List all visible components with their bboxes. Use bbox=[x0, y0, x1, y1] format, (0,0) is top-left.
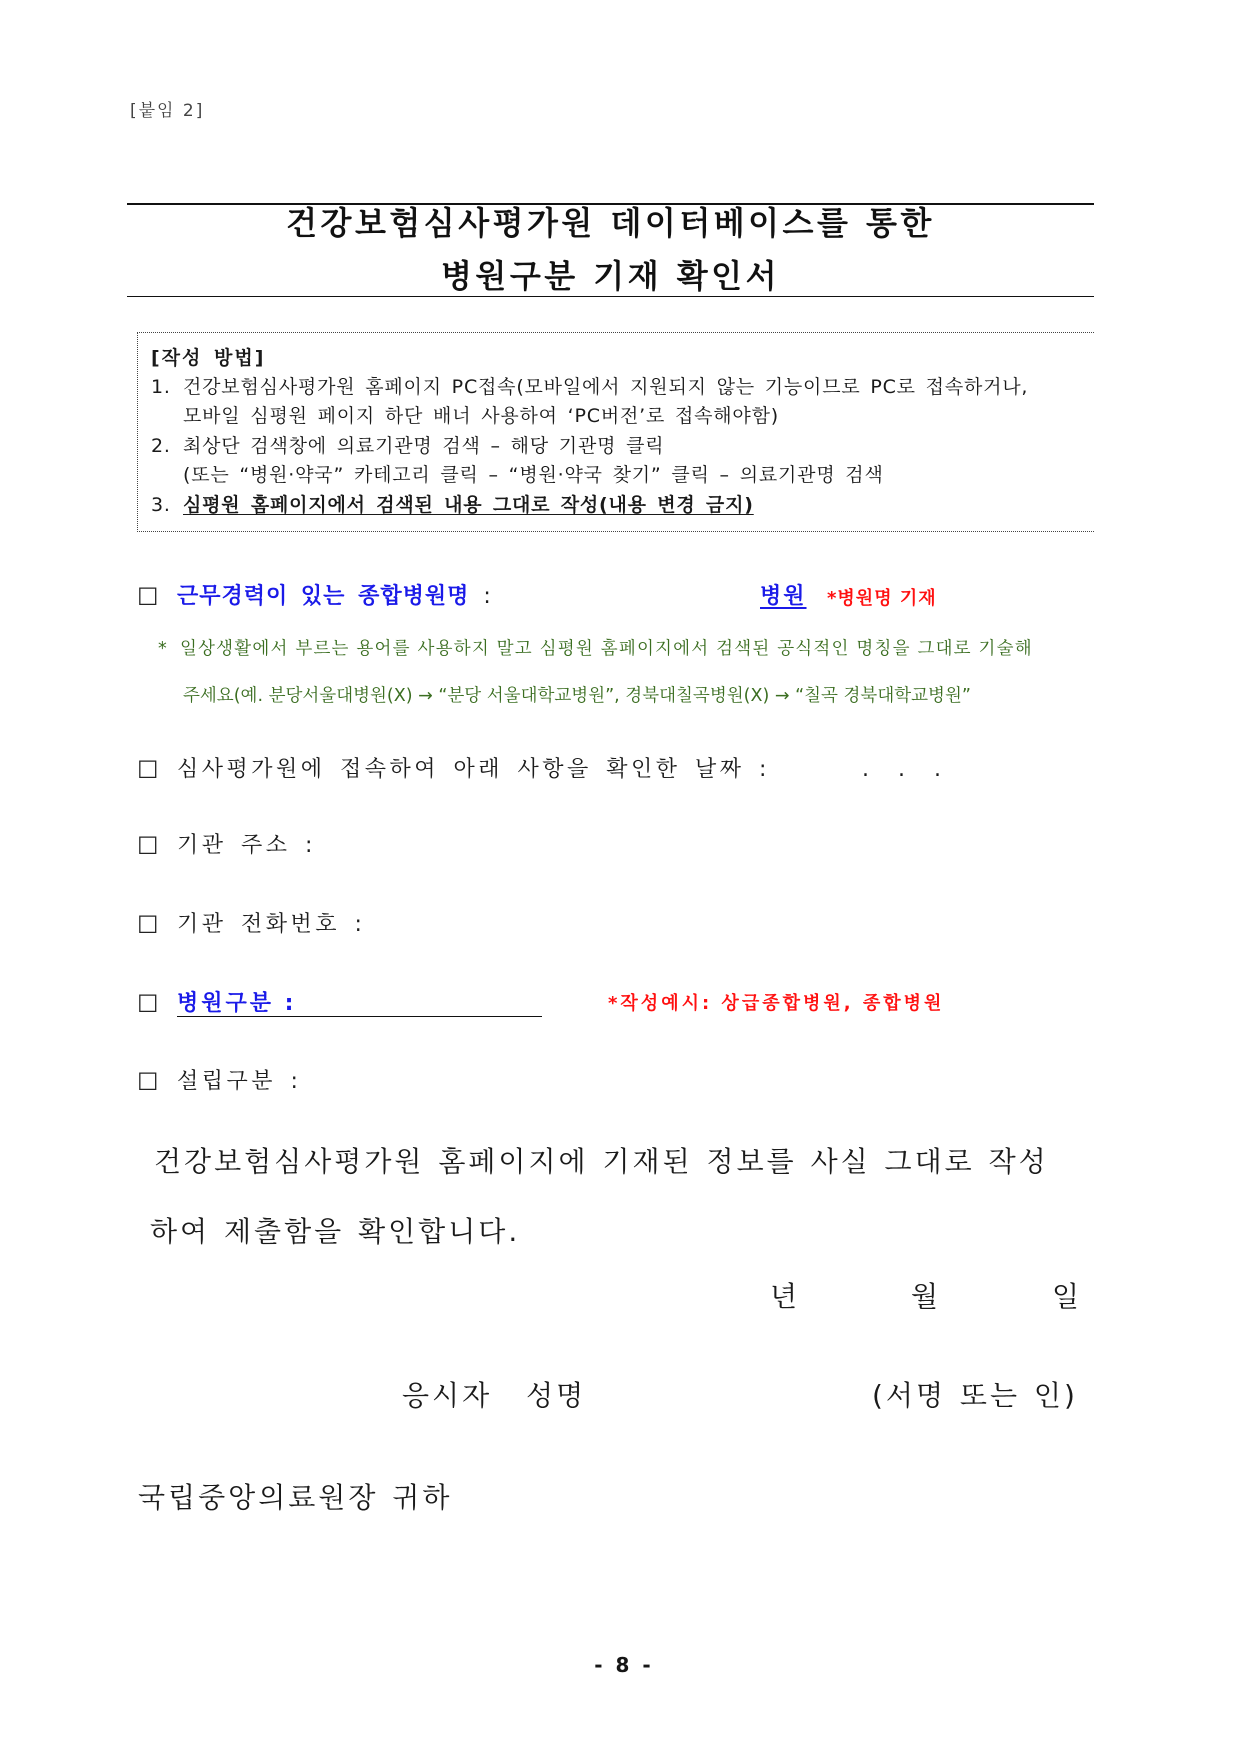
checkbox-establishment-type: ☐ bbox=[137, 1068, 159, 1096]
hospital-name-row bbox=[177, 586, 492, 608]
check-date-label: 심사평가원에 접속하여 아래 사항을 확인한 날짜 : bbox=[177, 757, 770, 782]
document-title-line-1: 건강보험심사평가원 데이터베이스를 통한 bbox=[286, 204, 935, 242]
signature-mark: (서명 또는 인) bbox=[872, 1379, 1078, 1412]
instruction-1-line-1: 건강보험심사평가원 홈페이지 PC접속(모바일에서 지원되지 않는 기능이므로 PC로 접속하거나, bbox=[183, 376, 1029, 398]
address-label: 기관 주소 : bbox=[177, 833, 316, 858]
instruction-3-line-1: 심평원 홈페이지에서 검색된 내용 그대로 작성(내용 변경 금지) bbox=[183, 494, 754, 516]
hospital-type-hint: *작성예시: 상급종합병원, 종합병원 bbox=[608, 993, 945, 1014]
checkbox-address: ☐ bbox=[137, 832, 159, 860]
checkbox-check-date: ☐ bbox=[137, 756, 159, 784]
instructions-heading: [작성 방법] bbox=[151, 347, 266, 369]
instruction-2-line-1: 최상단 검색창에 의료기관명 검색 – 해당 기관명 클릭 bbox=[183, 435, 665, 457]
title-bottom-rule bbox=[127, 296, 1094, 297]
instruction-2-line-2: (또는 “병원·약국” 카테고리 클릭 – “병원·약국 찾기” 클릭 – 의료기관명 검색 bbox=[183, 464, 884, 486]
note-text-1: 일상생활에서 부르는 용어를 사용하지 말고 심평원 홈페이지에서 검색된 공식적인 명칭을 그대로 기술해 bbox=[179, 639, 1033, 659]
hospital-name-note-line-1 bbox=[158, 641, 1033, 659]
hospital-name-value: 병원 bbox=[760, 584, 807, 609]
instruction-number-1: 1. bbox=[151, 376, 171, 398]
declaration-line-1: 건강보험심사평가원 홈페이지에 기재된 정보를 사실 그대로 작성 bbox=[154, 1145, 1049, 1178]
instruction-number-2: 2. bbox=[151, 435, 171, 457]
hospital-type-label: 병원구분 : bbox=[177, 991, 297, 1016]
addressee: 국립중앙의료원장 귀하 bbox=[138, 1481, 453, 1514]
hospital-name-label: 근무경력이 있는 종합병원명 bbox=[177, 584, 470, 609]
document-title-line-2: 병원구분 기재 확인서 bbox=[441, 257, 780, 295]
instructions-box bbox=[137, 332, 1094, 532]
attachment-label: [붙임 2] bbox=[130, 101, 205, 121]
instruction-1-line-2: 모바일 심평원 페이지 하단 배너 사용하여 ‘PC버전’로 접속해야함) bbox=[183, 405, 779, 427]
date-year: 년 bbox=[770, 1280, 801, 1313]
checkbox-phone: ☐ bbox=[137, 911, 159, 939]
hospital-name-note-line-2: 주세요(예. 분당서울대병원(X) → “분당 서울대학교병원”, 경북대칠곡병원(X) → “칠곡 경북대학교병원” bbox=[183, 686, 971, 706]
check-date-value: . . . bbox=[862, 757, 941, 782]
checkbox-hospital-type: ☐ bbox=[137, 990, 159, 1018]
phone-label: 기관 전화번호 : bbox=[177, 912, 366, 937]
applicant-name-label: 응시자 성명 bbox=[402, 1379, 587, 1412]
declaration-line-2: 하여 제출함을 확인합니다. bbox=[150, 1215, 521, 1248]
note-marker: * bbox=[158, 639, 168, 659]
date-day: 일 bbox=[1052, 1280, 1083, 1313]
checkbox-hospital-name: ☐ bbox=[137, 583, 159, 611]
page-number: - 8 - bbox=[594, 1653, 654, 1677]
hospital-type-fill-line bbox=[177, 990, 542, 1017]
establishment-type-label: 설립구분 : bbox=[177, 1069, 302, 1094]
instruction-number-3: 3. bbox=[151, 494, 171, 516]
hospital-name-hint: *병원명 기재 bbox=[827, 588, 937, 609]
date-month: 월 bbox=[911, 1280, 942, 1313]
hospital-name-colon: : bbox=[483, 584, 492, 609]
